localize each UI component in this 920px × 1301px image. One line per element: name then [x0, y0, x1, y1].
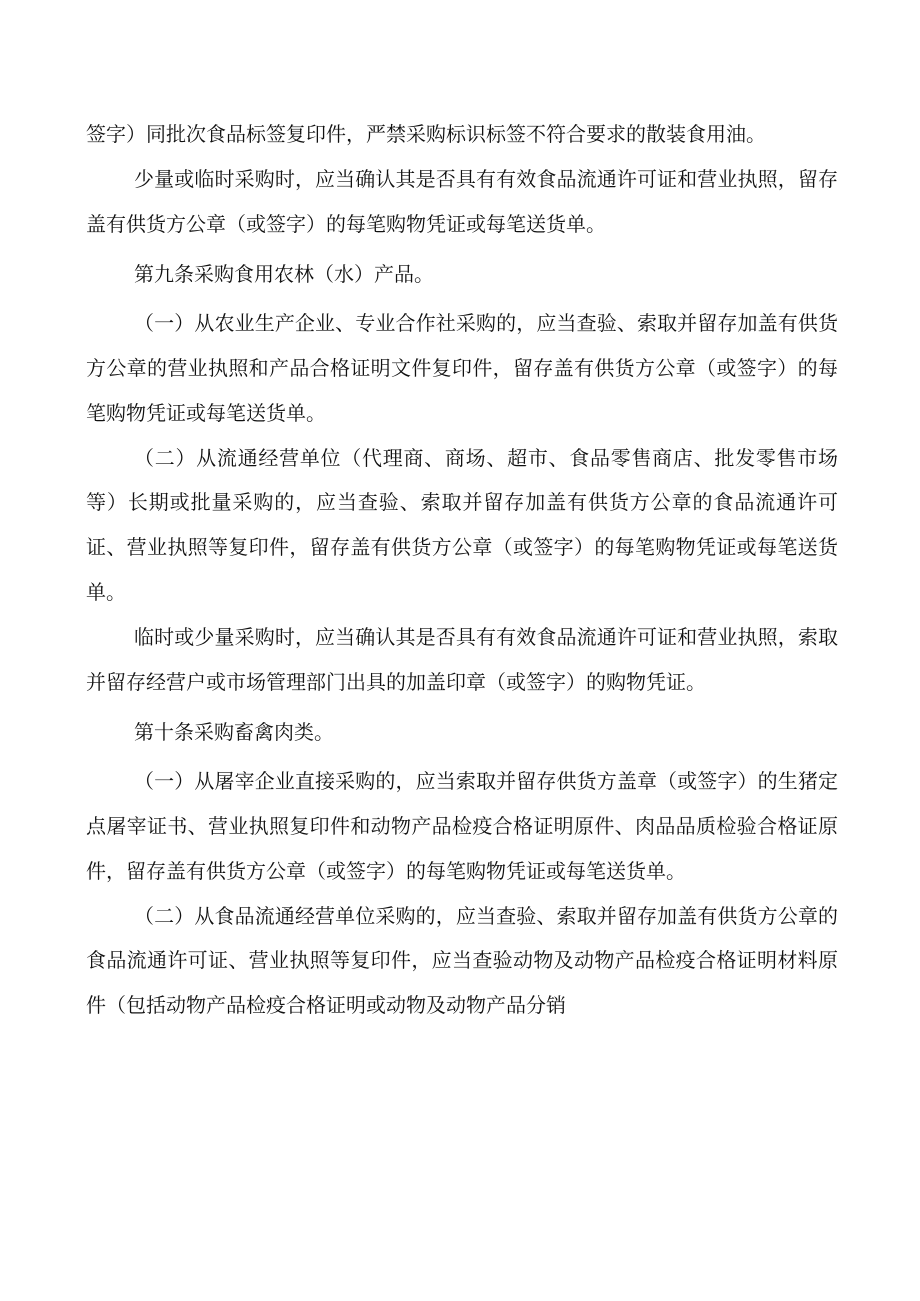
- document-body: [86, 112, 838, 1028]
- paragraph-continuation: 签字）同批次食品标签复印件，严禁采购标识标签不符合要求的散装食用油。: [86, 122, 766, 146]
- paragraph-article-nine-item-one: （一）从农业生产企业、专业合作社采购的，应当查验、索取并留存加盖有供货方公章的营业执照和产品合格证明文件复印件，留存盖有供货方公章（或签字）的每笔购物凭证或每笔送货单。: [86, 311, 838, 425]
- article-ten-heading: 第十条采购畜禽肉类。: [134, 720, 334, 745]
- paragraph-article-nine-item-two: （二）从流通经营单位（代理商、商场、超市、食品零售商店、批发零售市场等）长期或批量采购的，应当查验、索取并留存加盖有供货方公章的食品流通许可证、营业执照等复印件，留存盖有供货方公章（或签字）的每笔购物凭证或每笔送货单。: [86, 445, 838, 604]
- paragraph-article-ten-item-one: （一）从屠宰企业直接采购的，应当索取并留存供货方盖章（或签字）的生猪定点屠宰证书、营业执照复印件和动物产品检疫合格证明原件、肉品品质检验合格证原件，留存盖有供货方公章（或签字）的每笔购物凭证或每笔送货单。: [86, 769, 838, 883]
- paragraph-article-ten-item-two: （二）从食品流通经营单位采购的，应当查验、索取并留存加盖有供货方公章的食品流通许可证、营业执照等复印件，应当查验动物及动物产品检疫合格证明材料原件（包括动物产品检疫合格证明或动物及动物产品分销: [86, 903, 838, 1018]
- paragraph-article-nine-temporary: 临时或少量采购时，应当确认其是否具有有效食品流通许可证和营业执照，索取并留存经营户或市场管理部门出具的加盖印章（或签字）的购物凭证。: [86, 624, 838, 694]
- paragraph-temporary-purchase: 少量或临时采购时，应当确认其是否具有有效食品流通许可证和营业执照，留存盖有供货方公章（或签字）的每笔购物凭证或每笔送货单。: [86, 166, 838, 236]
- article-nine-heading: 第九条采购食用农林（水）产品。: [134, 262, 434, 287]
